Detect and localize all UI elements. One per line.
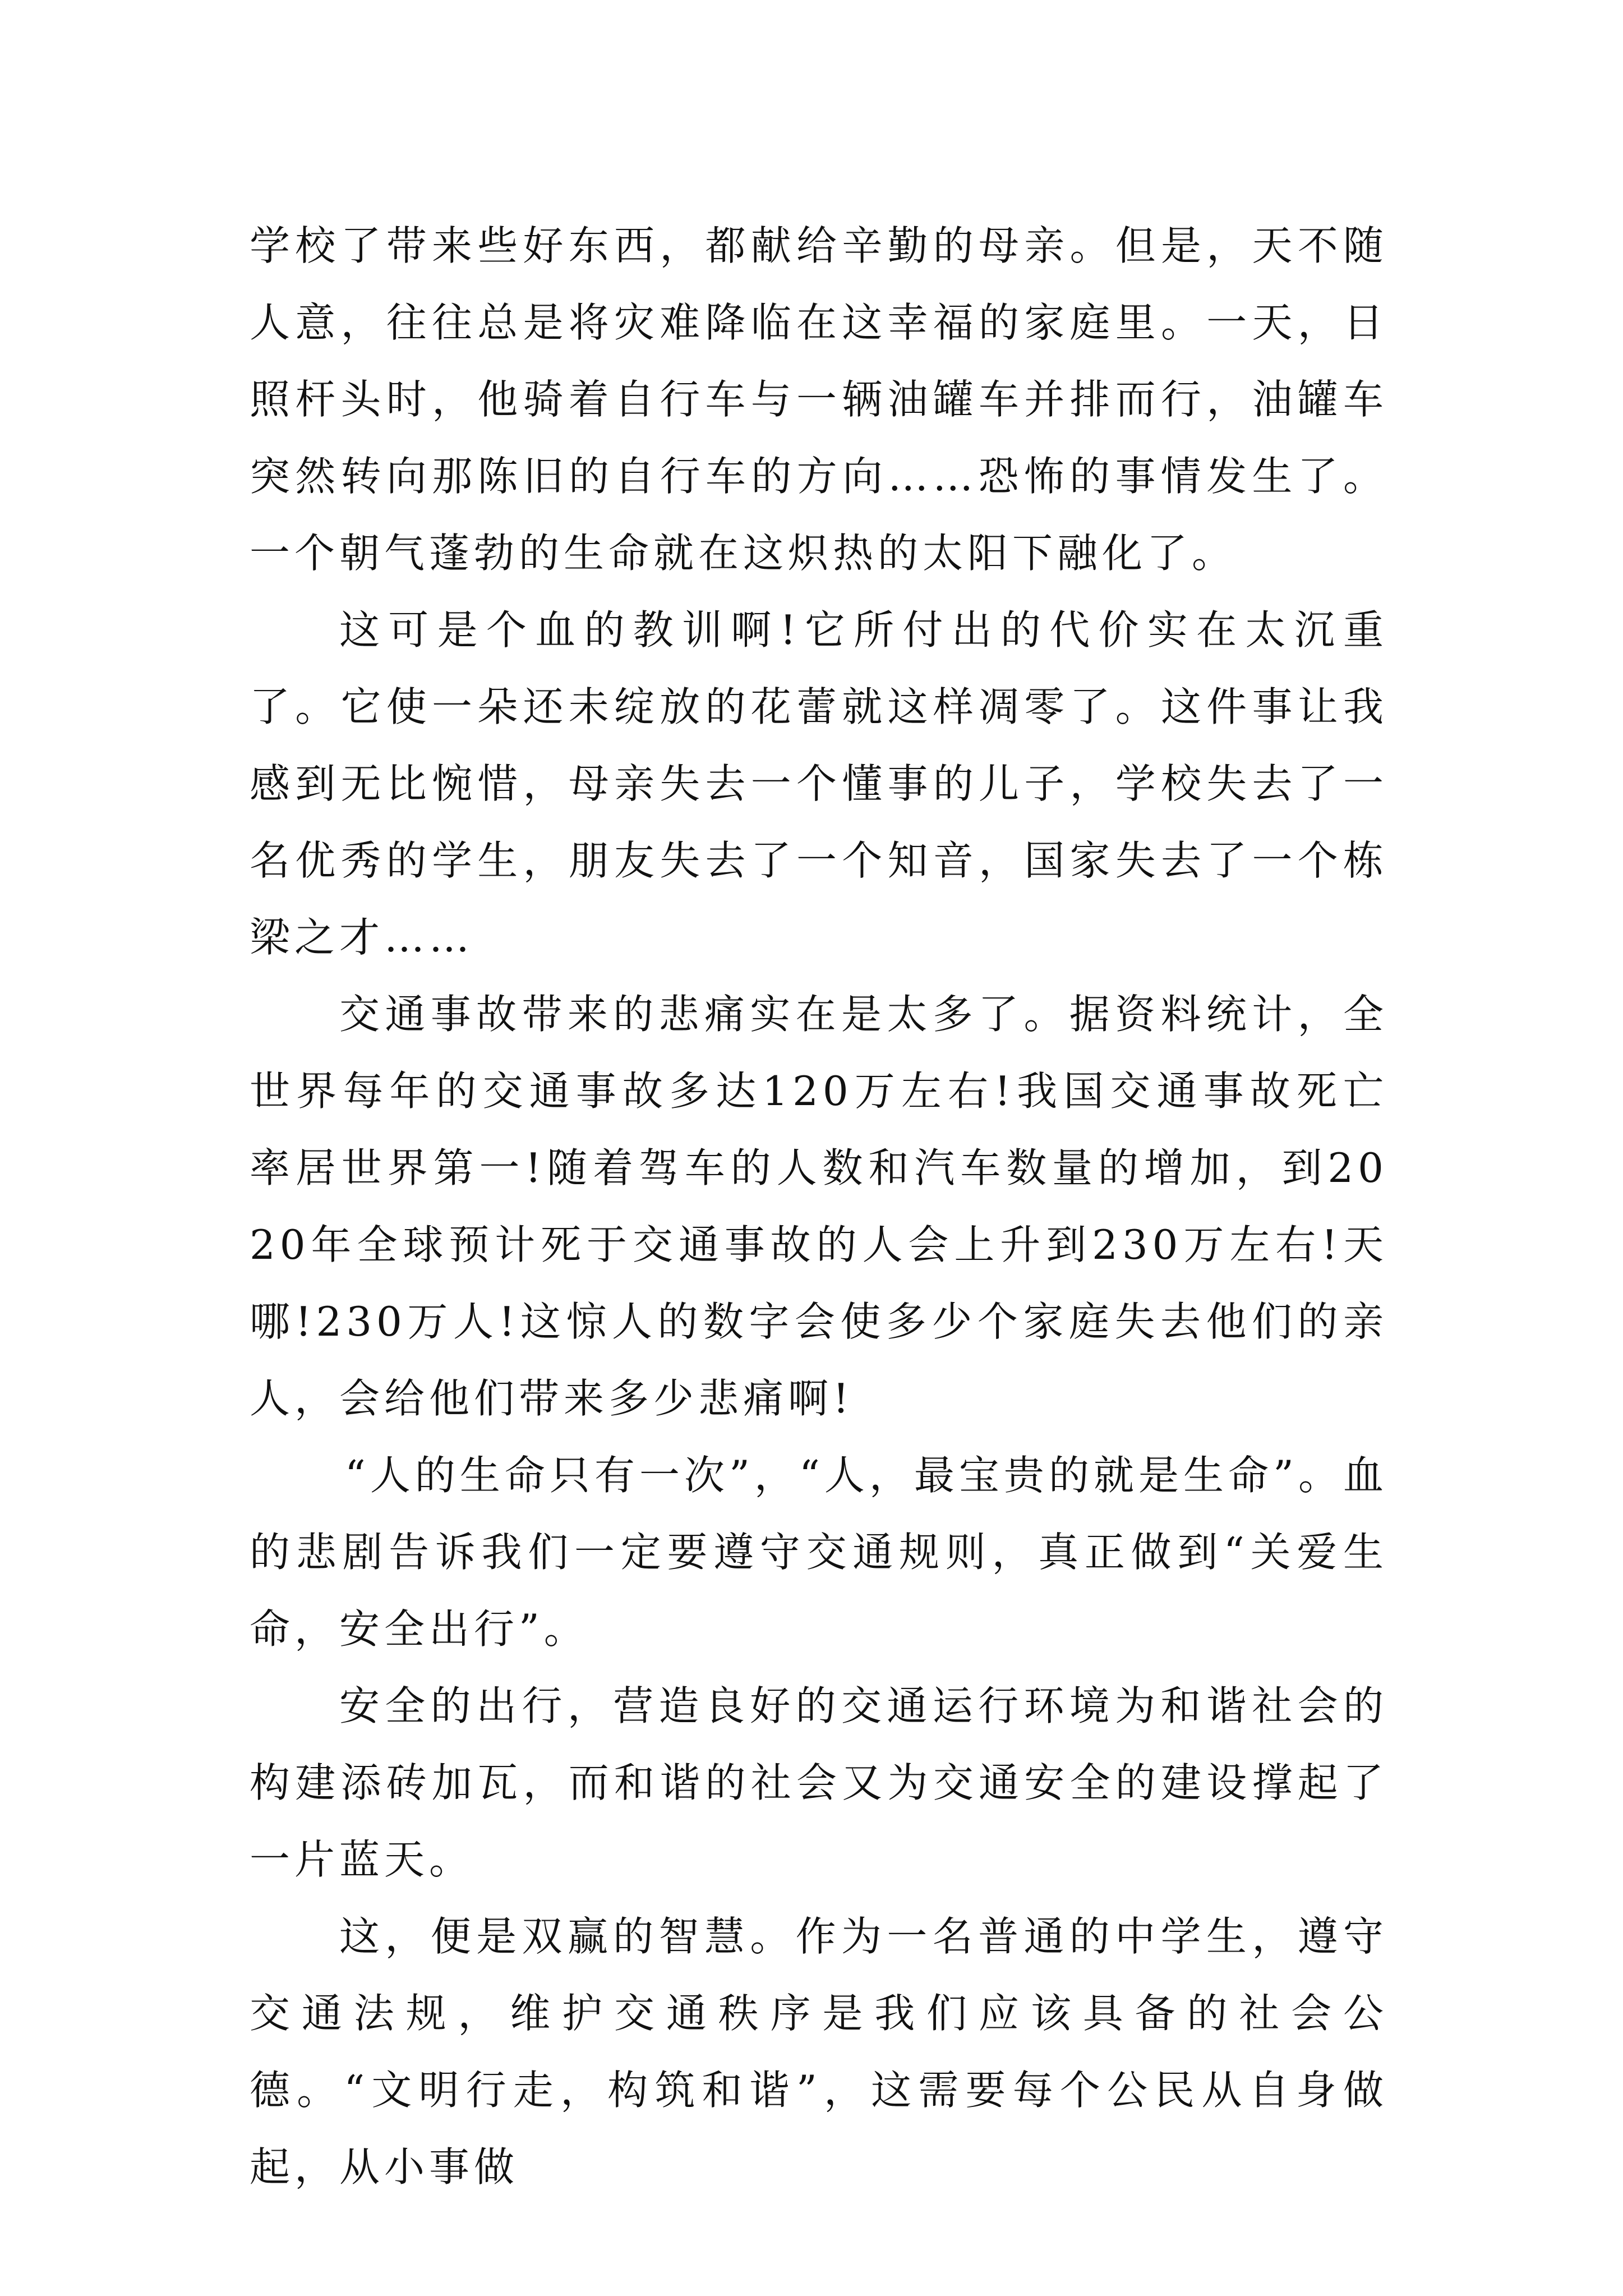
paragraph-3: 交通事故带来的悲痛实在是太多了。据资料统计，全世界每年的交通事故多达120万左右!我国交通事故死亡率居世界第一!随着驾车的人数和汽车数量的增加，到2020年全球预计死于交通事故的人会上升到230万左右!天哪!230万人!这惊人的数字会使多少个家庭失去他们的亲人，会给他们带来多少悲痛啊!: [250, 991, 1388, 1422]
document-body: [250, 208, 1388, 2206]
paragraph-5: 安全的出行，营造良好的交通运行环境为和谐社会的构建添砖加瓦，而和谐的社会又为交通安全的建设撑起了一片蓝天。: [250, 1682, 1388, 1883]
paragraph-6: 这，便是双赢的智慧。作为一名普通的中学生，遵守交通法规，维护交通秩序是我们应该具备的社会公德。“文明行走，构筑和谐”，这需要每个公民从自身做起，从小事做: [250, 1913, 1388, 2191]
paragraph-2: 这可是个血的教训啊!它所付出的代价实在太沉重了。它使一朵还未绽放的花蕾就这样凋零了。这件事让我感到无比惋惜，母亲失去一个懂事的儿子，学校失去了一名优秀的学生，朋友失去了一个知音，国家失去了一个栋梁之才……: [250, 606, 1388, 961]
paragraph-1: 学校了带来些好东西，都献给辛勤的母亲。但是，天不随人意，往往总是将灾难降临在这幸福的家庭里。一天，日照杆头时，他骑着自行车与一辆油罐车并排而行，油罐车突然转向那陈旧的自行车的方向……恐怖的事情发生了。一个朝气蓬勃的生命就在这炽热的太阳下融化了。: [250, 222, 1388, 577]
paragraph-4: “人的生命只有一次”，“人，最宝贵的就是生命”。血的悲剧告诉我们一定要遵守交通规则，真正做到“关爱生命，安全出行”。: [250, 1452, 1388, 1653]
